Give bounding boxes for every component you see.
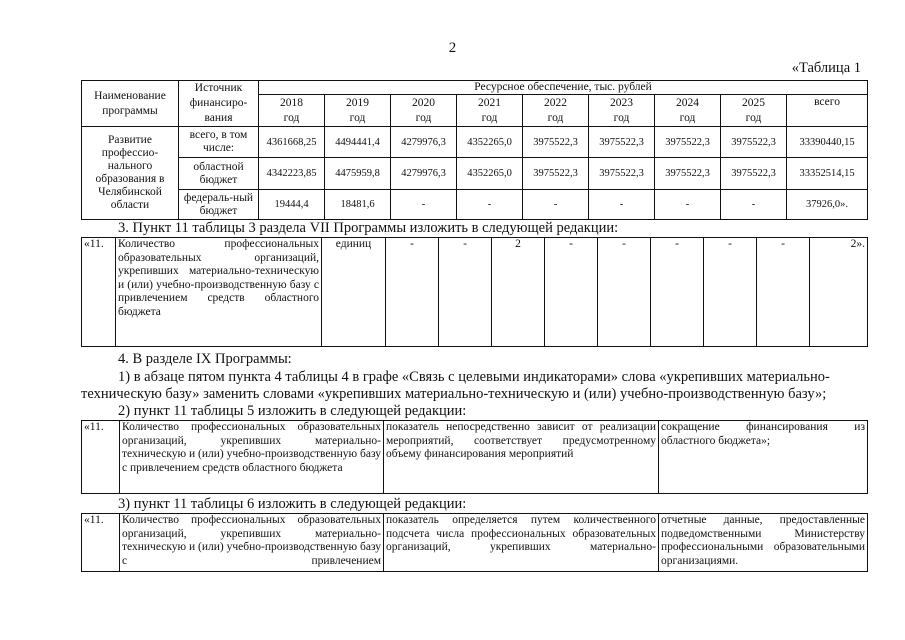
value-cell: - bbox=[704, 238, 757, 347]
paragraph-3: 3. Пункт 11 таблицы 3 раздела VII Программы изложить в следующей редакции: bbox=[118, 220, 619, 236]
value-cell: 4279976,3 bbox=[391, 158, 457, 190]
value-cell: 4352265,0 bbox=[457, 127, 523, 158]
value-cell: 37926,0». bbox=[787, 190, 868, 220]
data-source-text: отчетные данные, предоставленные подведомственными Министерству профессиональными образовательными организациями. bbox=[659, 514, 868, 572]
value-cell: - bbox=[523, 190, 589, 220]
value-cell: - bbox=[386, 238, 439, 347]
value-cell: 3975522,3 bbox=[655, 127, 721, 158]
value-cell: 3975522,3 bbox=[655, 158, 721, 190]
value-cell: 4494441,4 bbox=[325, 127, 391, 158]
value-cell: 4342223,85 bbox=[259, 158, 325, 190]
value-cell: 33390440,15 bbox=[787, 127, 868, 158]
dependency-text: показатель непосредственно зависит от реализации мероприятий, соответствует предусмотренному объему финансирования мероприятий bbox=[384, 421, 659, 494]
value-cell: - bbox=[439, 238, 492, 347]
value-cell: 4279976,3 bbox=[391, 127, 457, 158]
value-cell: - bbox=[651, 238, 704, 347]
program-name-cell: Развитие профессио-нального образования в Челябинской области bbox=[82, 127, 179, 220]
indicator-text: Количество профессиональных образовательных организаций, укрепивших материально-техническую и (или) учебно-производственную базу с привлечением средств областного бюджета bbox=[120, 421, 384, 494]
value-cell: - bbox=[457, 190, 523, 220]
header-resource: Ресурсное обеспечение, тыс. рублей bbox=[259, 81, 868, 95]
row-number: «11. bbox=[82, 421, 120, 494]
value-cell: - bbox=[655, 190, 721, 220]
risk-text: сокращение финансирования из областного бюджета»; bbox=[659, 421, 868, 494]
value-cell: 18481,6 bbox=[325, 190, 391, 220]
value-cell: 4361668,25 bbox=[259, 127, 325, 158]
header-year-2024: 2024 год bbox=[655, 95, 721, 127]
source-cell: областной бюджет bbox=[179, 158, 259, 190]
paragraph-4-3: 3) пункт 11 таблицы 6 изложить в следующей редакции: bbox=[118, 496, 467, 512]
value-cell: - bbox=[757, 238, 810, 347]
header-funding-source: Источник финансиро-вания bbox=[179, 81, 259, 127]
header-year-2022: 2022 год bbox=[523, 95, 589, 127]
paragraph-4-1-line-1: 1) в абзаце пятом пункта 4 таблицы 4 в графе «Связь с целевыми индикаторами» слова «укрепивших материально- bbox=[118, 369, 830, 385]
source-cell: всего, в том числе: bbox=[179, 127, 259, 158]
paragraph-4-1-line-2: техническую базу» заменить словами «укрепивших материально-техническую и (или) учебно-производственную базу»; bbox=[81, 386, 827, 402]
value-cell: - bbox=[545, 238, 598, 347]
page-number: 2 bbox=[448, 40, 457, 56]
value-cell: 3975522,3 bbox=[721, 158, 787, 190]
header-program-name: Наименование программы bbox=[82, 81, 179, 127]
header-year-2025: 2025 год bbox=[721, 95, 787, 127]
calculation-text: показатель определяется путем количественного подсчета числа профессиональных образовательных организаций, укрепивших материально- bbox=[384, 514, 659, 572]
table-3-row-11 bbox=[81, 237, 868, 347]
value-cell: 33352514,15 bbox=[787, 158, 868, 190]
paragraph-4-2: 2) пункт 11 таблицы 5 изложить в следующей редакции: bbox=[118, 403, 467, 419]
row-number: «11. bbox=[82, 238, 116, 347]
header-year-2019: 2019 год bbox=[325, 95, 391, 127]
table-6-row-11 bbox=[81, 513, 868, 572]
value-cell: 2». bbox=[810, 238, 868, 347]
indicator-text: Количество профессиональных образовательных организаций, укрепивших материально-техническую и (или) учебно-производственную базу с привлечением средств областного бюджета bbox=[116, 238, 322, 347]
table-1-label: «Таблица 1 bbox=[791, 60, 861, 76]
row-number: «11. bbox=[82, 514, 120, 572]
value-cell: 3975522,3 bbox=[523, 158, 589, 190]
value-cell: - bbox=[598, 238, 651, 347]
value-cell: 4352265,0 bbox=[457, 158, 523, 190]
value-cell: 3975522,3 bbox=[589, 127, 655, 158]
source-cell: федераль-ный бюджет bbox=[179, 190, 259, 220]
value-cell: 3975522,3 bbox=[523, 127, 589, 158]
value-cell: 3975522,3 bbox=[589, 158, 655, 190]
unit-cell: единиц bbox=[322, 238, 386, 347]
header-year-2023: 2023 год bbox=[589, 95, 655, 127]
value-cell: - bbox=[589, 190, 655, 220]
value-cell: 4475959,8 bbox=[325, 158, 391, 190]
resource-table bbox=[81, 80, 868, 220]
header-total: всего bbox=[787, 95, 868, 127]
value-cell: 19444,4 bbox=[259, 190, 325, 220]
value-cell: - bbox=[391, 190, 457, 220]
value-cell: 2 bbox=[492, 238, 545, 347]
indicator-text: Количество профессиональных образовательных организаций, укрепивших материально-техническую и (или) учебно-производственную базу с привлечением bbox=[120, 514, 384, 572]
header-year-2021: 2021 год bbox=[457, 95, 523, 127]
header-year-2018: 2018 год bbox=[259, 95, 325, 127]
value-cell: - bbox=[721, 190, 787, 220]
value-cell: 3975522,3 bbox=[721, 127, 787, 158]
paragraph-4: 4. В разделе IX Программы: bbox=[118, 351, 292, 367]
table-5-row-11 bbox=[81, 420, 868, 494]
header-year-2020: 2020 год bbox=[391, 95, 457, 127]
